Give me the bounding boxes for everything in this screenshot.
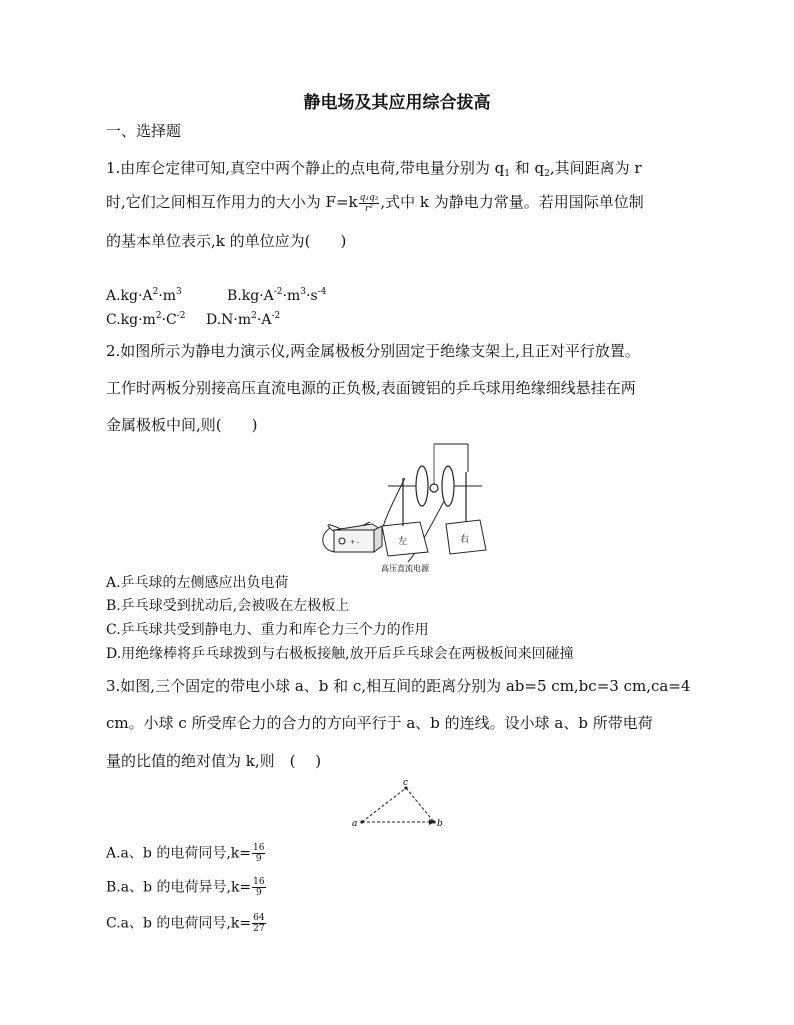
q2-option-b[interactable]: B.乒乓球受到扰动后,会被吸在左极板上 <box>106 598 350 614</box>
q2-line3: 金属极板中间,则( ) <box>106 416 258 434</box>
ping-pong-ball <box>430 484 438 492</box>
page-title: 静电场及其应用综合拔高 <box>303 93 491 113</box>
point-a <box>360 820 363 823</box>
right-base <box>446 520 486 554</box>
q2-option-a[interactable]: A.乒乓球的左侧感应出负电荷 <box>106 575 289 591</box>
left-base <box>382 522 428 556</box>
q2-option-c[interactable]: C.乒乓球共受到静电力、重力和库仑力三个力的作用 <box>106 622 429 638</box>
side-bc <box>406 788 434 822</box>
q2-option-d[interactable]: D.用绝缘棒将乒乓球拨到与右极板接触,放开后乒乓球会在两极板间来回碰撞 <box>106 646 574 662</box>
power-supply <box>334 524 382 552</box>
section-heading: 一、选择题 <box>106 122 182 140</box>
q2-line1: 2.如图所示为静电力演示仪,两金属极板分别固定于绝缘支架上,且正对平行放置。 <box>106 342 640 360</box>
q3-line1: 3.如图,三个固定的带电小球 a、b 和 c,相互间的距离分别为 ab=5 cm,bc=3 cm,ca=4 <box>106 677 691 695</box>
q1-option-a[interactable]: $A.kg\cdot A^2\cdot m^3$ <box>106 287 182 304</box>
q1-line1: 1.由库仑定律可知,真空中两个静止的点电荷,带电量分别为 $q_1$ 和 $q_2$,其间距离为 r <box>106 159 642 179</box>
coulomb-fraction: $\frac{\text{q₁q₂}}{\text{r²}}$ <box>359 192 379 214</box>
right-label: 右 <box>460 535 470 545</box>
q1-option-d[interactable]: $D.N\cdot m^2\cdot A^{-2}$ <box>206 311 281 328</box>
q1-line2: 时,它们之间相互作用力的大小为 F=k $\frac{\text{q₁q₂}}{\text{r²}}$ ,式中 k 为静电力常量。若用国际单位制 <box>106 192 644 214</box>
q1-line3: 的基本单位表示,k 的单位应为( ) <box>106 232 347 250</box>
right-plate <box>442 466 454 506</box>
q3-option-a[interactable]: A.a、b 的电荷同号,k= $\frac{16}{9}$ <box>106 843 265 864</box>
point-b <box>432 820 435 823</box>
svg-text:+ -: + - <box>350 539 359 546</box>
q3-line2: cm。小球 c 所受库仑力的合力的方向平行于 a、b 的连线。设小球 a、b 所带电荷 <box>106 714 653 732</box>
label-c: c <box>403 778 409 788</box>
left-label: 左 <box>398 537 408 547</box>
q2-line2: 工作时两板分别接高压直流电源的正负极,表面镀铝的乒乓球用绝缘细线悬挂在两 <box>106 379 636 397</box>
electrostatic-demo-figure <box>310 438 500 573</box>
q1-option-b[interactable]: $B.kg\cdot A^{-2}\cdot m^3\cdot s^{-4}$ <box>227 287 327 304</box>
left-plate <box>416 466 428 506</box>
label-a: a <box>352 819 358 829</box>
q3-option-c[interactable]: C.a、b 的电荷同号,k= $\frac{64}{27}$ <box>106 913 265 934</box>
q1-option-c[interactable]: $C.kg\cdot m^2\cdot C^{-2}$ <box>106 311 186 328</box>
triangle-figure <box>348 778 448 830</box>
side-ac <box>362 788 406 822</box>
figure-caption: 高压直流电源 <box>381 564 429 573</box>
label-b: b <box>437 819 443 829</box>
q3-option-b[interactable]: B.a、b 的电荷异号,k= $\frac{16}{9}$ <box>106 877 265 898</box>
q3-line3: 量的比值的绝对值为 k,则 ( ) <box>106 752 322 770</box>
